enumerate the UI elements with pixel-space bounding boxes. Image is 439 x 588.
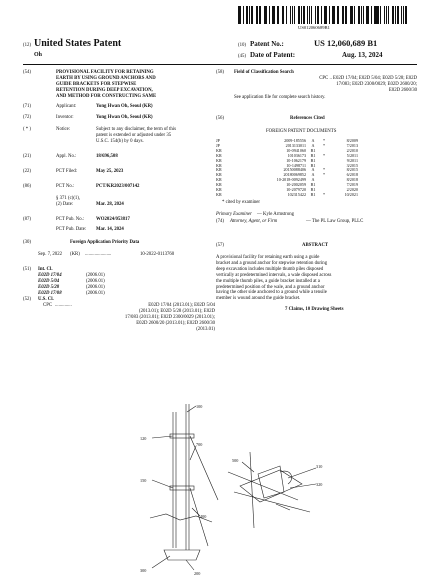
attorney: — The PL Law Group, PLLC [306,219,364,224]
patent-date: Aug. 13, 2024 [342,51,383,59]
barcode-bar [311,6,312,24]
patent-number: US 12,060,689 B1 [314,38,378,48]
barcode-bar [388,6,389,24]
int-cl-date: (2006.01) [86,273,105,278]
notice-line: U.S.C. 154(b) by 0 days. [96,138,144,144]
barcode-bar [334,6,335,24]
reference-number: 10-2018-0092499 [276,177,306,183]
label-150: 150 [140,478,147,483]
code-72: (72) [23,115,31,120]
cpc-line: (2013.01); E02D 5/28 (2013.01); E02D [139,308,215,314]
abstract-line: A provisional facility for retaining earth using a guide [216,255,320,260]
int-cl-list [38,273,105,297]
abstract-line: predetermined position of the wale, and a ground anchor [216,284,325,290]
barcode-bar [257,6,258,24]
barcode-bar [354,6,355,24]
inventor-label: Inventor: [56,115,74,120]
pct-no: PCT/KR2023/007142 [96,184,140,189]
priority-dots: ...................... [85,252,112,257]
barcode-bar [326,6,327,24]
code-45: (45) [238,54,246,59]
priority-no: 10-2022-0113760 [140,252,175,257]
abstract-line: deep excavation includes multiple thumb piles disposed [216,266,324,272]
code-52: (52) [23,297,31,302]
code-86: (86) [23,184,31,189]
inventor: Yong Hwan Oh, Seoul (KR) [96,115,153,120]
int-cl-code: E02D 17/08 [38,290,62,296]
barcode-bar [361,6,362,24]
reference-kind: B1 [310,191,316,197]
barcode-bar [286,6,288,24]
barcode-bar [376,6,378,24]
barcode-bar [266,6,267,24]
pile-base [164,550,200,560]
barcode [238,6,424,24]
label-320: 320 [316,482,323,487]
int-cl-code: E02D 5/04 [38,278,60,284]
pct-pub-date-label: PCT Pub. Date: [56,227,87,232]
detail-wale [234,492,310,512]
label-500: 500 [232,458,239,463]
notice-label: Notice: [56,127,71,132]
int-cl-label: Int. Cl. [38,267,53,272]
barcode-bar [386,6,387,24]
reference-kind: A [311,177,315,183]
reference-country: KR [216,191,222,197]
barcode-bar [269,6,270,24]
barcode-bar [249,6,250,24]
invention-title-line: GUIDE BRACKETS FOR STEPWISE [56,81,137,87]
barcode-bar [243,6,244,24]
us-cl-label: U.S. Cl. [38,297,54,302]
reference-star: * [322,172,326,178]
priority-date: Sep. 7, 2022 [38,252,62,257]
code-notice: ( * ) [23,127,31,132]
reference-row [216,193,358,198]
reference-date: 5/2011 [346,152,358,158]
field-line: CPC .. E02D 17/04; E02D 5/04; E02D 5/28; E02D [319,76,417,81]
notice-line: patent is extended or adjusted under 35 [96,132,172,138]
reference-kind: A [311,172,315,178]
reference-date: 10/2021 [344,191,358,197]
reference-star: * [322,167,326,173]
inventor-short: Oh [34,52,43,58]
code-22: (22) [23,169,31,174]
cited-by: * cited by examiner [222,200,260,205]
code-21: (21) [23,154,31,159]
abstract-line: bracket and a ground anchor for stepwise retention during [216,260,328,266]
pct-filed: May 25, 2023 [96,169,124,174]
reference-country: KR [216,147,222,153]
invention-title-line: PROVISIONAL FACILITY FOR RETAINING [56,70,154,75]
pct-pub-no-label: PCT Pub. No.: [56,217,85,222]
cpc-label: CPC [43,303,53,308]
front-page-figure [130,400,420,580]
invention-title [56,70,156,100]
label-200: 200 [194,571,201,576]
reference-number: 10-1498711 [286,162,306,168]
label-400: 400 [200,514,207,519]
priority-country: (KR) [70,252,80,257]
reference-number: 10-2002059 [286,182,306,188]
reference-date: 9/2011 [346,157,358,163]
code-71: (71) [23,104,31,109]
reference-number: 10-1062179 [286,157,306,163]
reference-date: 3/2015 [346,162,358,168]
cpc-dots: .............. [55,303,72,308]
reference-kind: B1 [310,147,316,153]
barcode-bar [343,6,344,24]
barcode-bar [337,6,339,24]
attorney-label: Attorney, Agent, or Firm [230,219,278,224]
reference-country: KR [216,187,222,193]
reference-country: KR [216,167,222,173]
references-title: References Cited [290,116,325,121]
int-cl-code: E02D 17/04 [38,273,62,278]
pct-pub-date: Mar. 14, 2024 [96,227,124,232]
code-12: (12) [23,43,31,48]
barcode-bar [277,6,279,24]
appl-no: 18/696,508 [96,154,118,159]
label-120: 120 [140,436,147,441]
foreign-docs-title: FOREIGN PATENT DOCUMENTS [266,129,337,134]
reference-number: 102315422 [287,191,306,197]
barcode-bar [368,6,369,24]
barcode-bar [380,6,381,24]
invention-title-line: RETENTION DURING DEEP EXCAVATION, [56,87,153,93]
foreign-priority-title: Foreign Application Priority Data [70,240,140,245]
reference-number: 2009-185556 [284,138,306,143]
reference-date: 7/2019 [346,182,358,188]
reference-star: * [322,138,326,143]
barcode-bar [345,6,347,24]
attorney-code: (74) [216,219,224,224]
date-label: Date of Patent: [250,51,296,59]
field-title: Field of Classification Search [234,70,294,75]
patent-title: United States Patent [34,38,122,49]
field-note: See application file for complete search history. [234,95,326,100]
barcode-bar [259,6,261,24]
reference-kind: B1 [310,182,316,188]
barcode-bar [294,6,295,24]
examiner-label: Primary Examiner [216,212,252,217]
abstract-line: vertically at predetermined intervals, a wale disposed across [216,272,332,278]
int-cl-code: E02D 5/28 [38,284,60,290]
barcode-bar [363,6,364,24]
invention-title-line: EARTH BY USING GROUND ANCHORS AND [56,75,156,81]
ground-anchor-upper [190,436,218,500]
reference-number: 2013133011 [285,142,306,148]
reference-date: 2/2020 [346,187,358,193]
barcode-number: US012060689B1 [298,25,330,30]
reference-kind: A [311,138,315,143]
reference-kind: A [311,167,315,173]
cpc-line: 17/083 (2013.01); E02D 2300/0029 (2013.01); [124,314,215,320]
reference-kind: B1 [310,162,316,168]
detail-pile [250,452,254,528]
code-30: (30) [23,240,31,245]
reference-country: KR [216,157,222,163]
barcode-bar [303,6,305,24]
field-lines [240,76,417,94]
label-700: 700 [196,442,203,447]
patent-no-label: Patent No.: [250,40,284,48]
reference-number: 10-2079720 [286,187,306,193]
barcode-bar [405,6,407,24]
code-87: (87) [23,217,31,222]
pct-filed-label: PCT Filed: [56,169,78,174]
code-58: (58) [216,70,224,75]
reference-country: KR [216,162,222,168]
pct-pub-no: WO2024/053817 [96,217,130,222]
examiner: — Kyle Armstrong [257,212,295,217]
code-57: (57) [216,243,224,248]
reference-kind: A [311,142,315,148]
reference-date: 8/2009 [346,138,358,143]
header-rule [23,64,417,65]
barcode-bar [317,6,319,24]
reference-date: 2/2010 [346,147,358,153]
applicant: Yong Hwan Oh, Seoul (KR) [96,104,153,109]
barcode-bar [351,6,353,24]
bracket-plate [240,470,302,502]
label-100: 100 [196,404,203,409]
label-310: 310 [316,464,323,469]
barcode-bar [274,6,275,24]
barcode-bar [395,6,396,24]
reference-number: 10-0941060 [286,147,306,153]
field-line: 17/083; E02D 2300/0029; E02D 2600/20; [336,81,417,87]
abstract-title: ABSTRACT [302,243,329,248]
reference-country: KR [216,177,222,183]
reference-date: 8/2018 [346,177,358,183]
int-cl-row [38,291,105,297]
notice-line: Subject to any disclaimer, the term of this [96,127,177,132]
barcode-bar [283,6,284,24]
reference-star: * [322,142,326,148]
int-cl-date: (2006.01) [86,290,105,296]
invention-title-line: AND METHOD FOR CONSTRUCTING SAME [56,93,157,99]
appl-no-label: Appl. No.: [56,154,77,159]
reference-date: 8/2015 [346,167,358,173]
reference-country: KR [216,182,222,188]
notice-text [96,127,176,145]
reference-star: * [322,152,326,158]
abstract-text [216,255,331,302]
barcode-bar [251,6,253,24]
reference-country: JP [216,138,220,143]
barcode-bar [403,6,404,24]
references-table [216,139,358,198]
abstract-line: the multiple thumb piles, a guide bracket installed at a [216,278,320,284]
reference-date: 7/2013 [346,142,358,148]
code-54: (54) [23,70,31,75]
reference-kind: B1 [310,187,316,193]
reference-country: JP [216,142,220,148]
claims-summary: 7 Claims, 10 Drawing Sheets [285,307,344,312]
barcode-bar [240,6,241,24]
s371-date-label: (2) Date: [56,202,74,207]
barcode-bar [329,6,330,24]
barcode-bar [309,6,310,24]
code-56: (56) [216,116,224,121]
s371-date: Mar. 28, 2024 [96,202,124,207]
pct-no-label: PCT No.: [56,184,75,189]
int-cl-date: (2006.01) [86,278,105,284]
s371-label: § 371 (c)(1), [56,196,81,201]
reference-country: KR [216,152,222,158]
cpc-line: E02D 17/04 (2013.01); E02D 5/04 [148,303,215,308]
code-51: (51) [23,267,31,272]
reference-star: * [322,191,326,197]
barcode-bar [321,6,322,24]
reference-date: 6/2018 [346,172,358,178]
abstract-line: having the other side anchored to a ground while a tensile [216,290,327,296]
cpc-line: E02D 2600/20 (2013.01); E02D 2600/30 [136,320,215,326]
barcode-bar [397,6,399,24]
int-cl-date: (2006.01) [86,284,105,290]
bracket-body [258,466,284,498]
cpc-lines [92,303,215,333]
reference-number: 101036173 [287,152,306,158]
applicant-label: Applicant: [56,104,77,109]
abstract-line: member is wound around the guide bracket. [216,296,301,302]
reference-number: 20150088406 [283,167,306,173]
reference-country: KR [216,172,222,178]
tensile-member [228,472,298,500]
reference-number: 20180069852 [283,172,306,178]
barcode-bar [371,6,372,24]
reference-kind: B1 [310,157,316,163]
barcode-bar [292,6,293,24]
field-line: E02D 2600/30 [388,87,417,93]
label-300: 300 [140,568,147,573]
reference-kind: B1 [310,152,316,158]
cpc-line: (2013.01) [196,326,215,332]
barcode-bar [301,6,302,24]
code-10: (10) [238,43,246,48]
